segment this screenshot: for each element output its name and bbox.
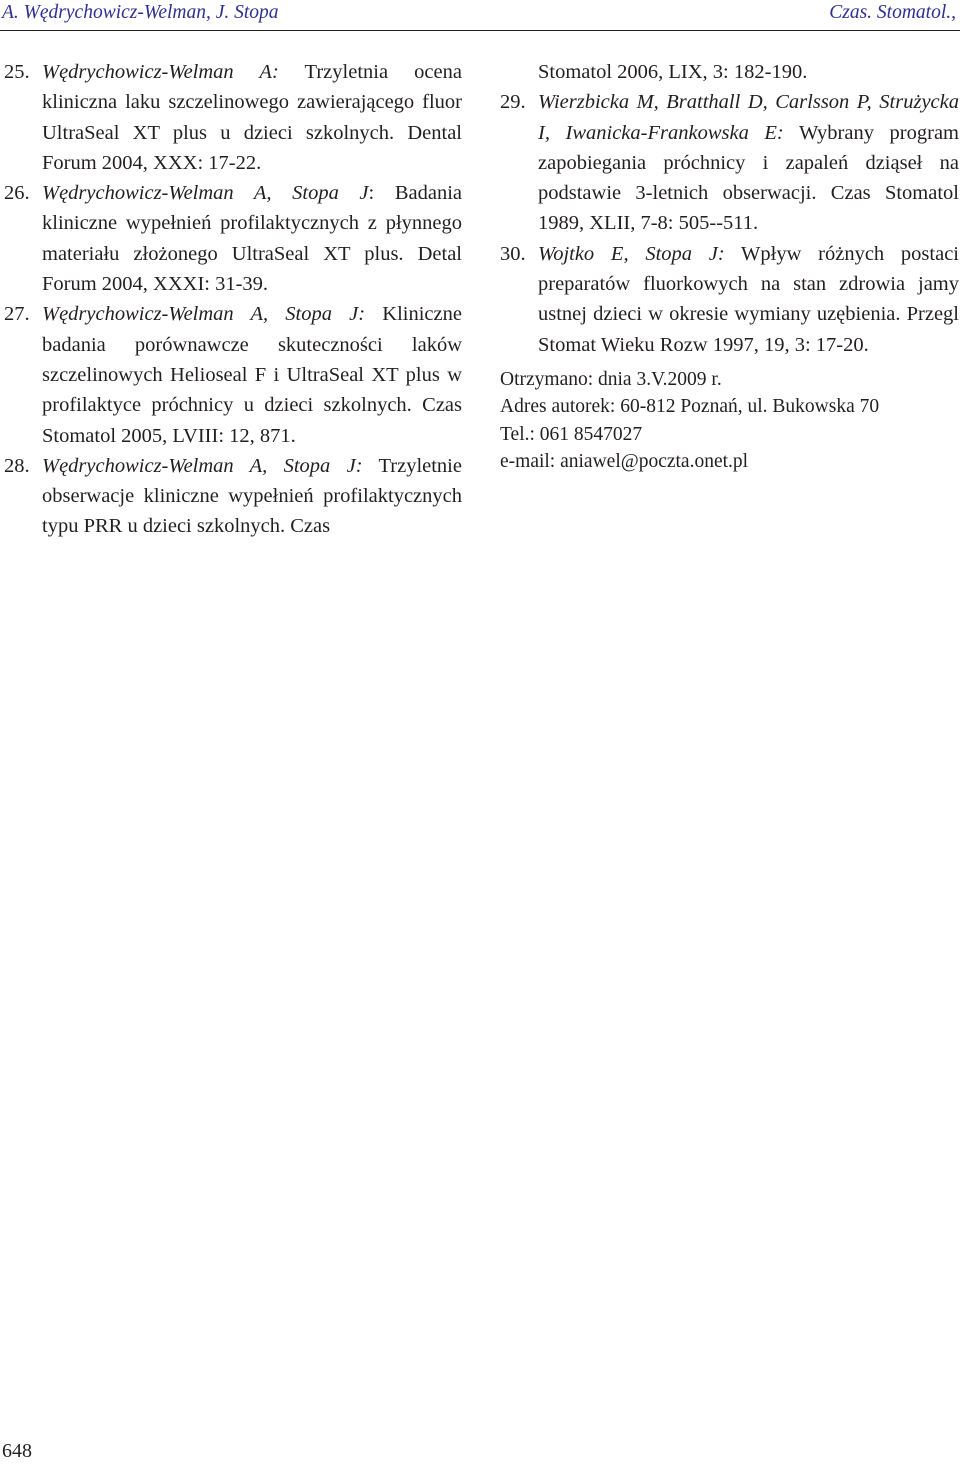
received-date: Otrzymano: dnia 3.V.2009 r. — [500, 368, 722, 390]
reference-authors: Wojtko E, Stopa J: — [538, 242, 725, 265]
reference-28-continuation: Stomatol 2006, LIX, 3: 182-190. — [538, 61, 808, 83]
reference-27 — [4, 299, 462, 450]
page-number: 648 — [2, 1440, 32, 1462]
reference-number: 28. — [4, 454, 30, 477]
reference-number: 29. — [500, 91, 526, 114]
reference-authors: Wędrychowicz-Welman A, Stopa J: — [42, 454, 363, 477]
reference-details: Trzyletnie obserwacje kliniczne wypełnień profilaktycznych typu PRR u dzieci szkolnych. Czas — [42, 454, 462, 538]
reference-number: 30. — [500, 242, 526, 265]
running-header — [0, 0, 960, 31]
reference-details: Kliniczne badania porównawcze skuteczności laków szczelinowych Helioseal F i UltraSeal XT plus w profilaktyce próchnicy u dzieci szkolnych. Czas Stomatol 2005, LVIII: 12, 871. — [42, 303, 462, 447]
reference-details: Wpływ różnych postaci preparatów fluorkowych na stan zdrowia jamy ustnej dzieci w okresie wymiany uzębienia. Przegl Stomat Wieku Rozw 1997, 19, 3: 17-20. — [538, 242, 959, 356]
left-column — [4, 57, 462, 542]
reference-25 — [4, 57, 462, 178]
reference-details: Trzyletnia ocena kliniczna laku szczelinowego zawierającego fluor UltraSeal XT plus u dzieci szkolnych. Dental Forum 2004, XXX: 17-22. — [42, 61, 462, 174]
reference-26 — [4, 178, 462, 299]
reference-authors: Wierzbicka M, Bratthall D, Carlsson P, Strużycka I, Iwanicka-Frankowska E: — [538, 91, 959, 144]
reference-number: 27. — [4, 303, 30, 326]
reference-details: : Badania kliniczne wypełnień profilaktycznych z płynnego materiału złożonego UltraSeal XT plus. Detal Forum 2004, XXXI: 31-39. — [42, 182, 462, 296]
reference-authors: Wędrychowicz-Welman A, Stopa J — [42, 182, 369, 205]
reference-28 — [4, 451, 462, 542]
reference-details: Wybrany program zapobiegania próchnicy i zapaleń dziąseł na podstawie 3-letnich obserwacji. Czas Stomatol 1989, XLII, 7-8: 505--511. — [538, 121, 959, 235]
reference-authors: Wędrychowicz-Welman A: — [42, 61, 279, 83]
reference-number: 26. — [4, 182, 30, 205]
reference-29 — [500, 87, 959, 238]
right-column — [500, 57, 959, 476]
header-journal: Czas. Stomatol., — [829, 2, 956, 23]
reference-number: 25. — [4, 61, 30, 83]
author-address: Adres autorek: 60-812 Poznań, ul. Bukowska 70 — [500, 396, 880, 418]
author-phone: Tel.: 061 8547027 — [500, 423, 643, 445]
author-email: e-mail: aniawel@poczta.onet.pl — [500, 451, 749, 473]
reference-authors: Wędrychowicz-Welman A, Stopa J: — [42, 303, 366, 326]
header-authors: A. Wędrychowicz-Welman, J. Stopa — [2, 2, 279, 23]
reference-30 — [500, 239, 959, 360]
